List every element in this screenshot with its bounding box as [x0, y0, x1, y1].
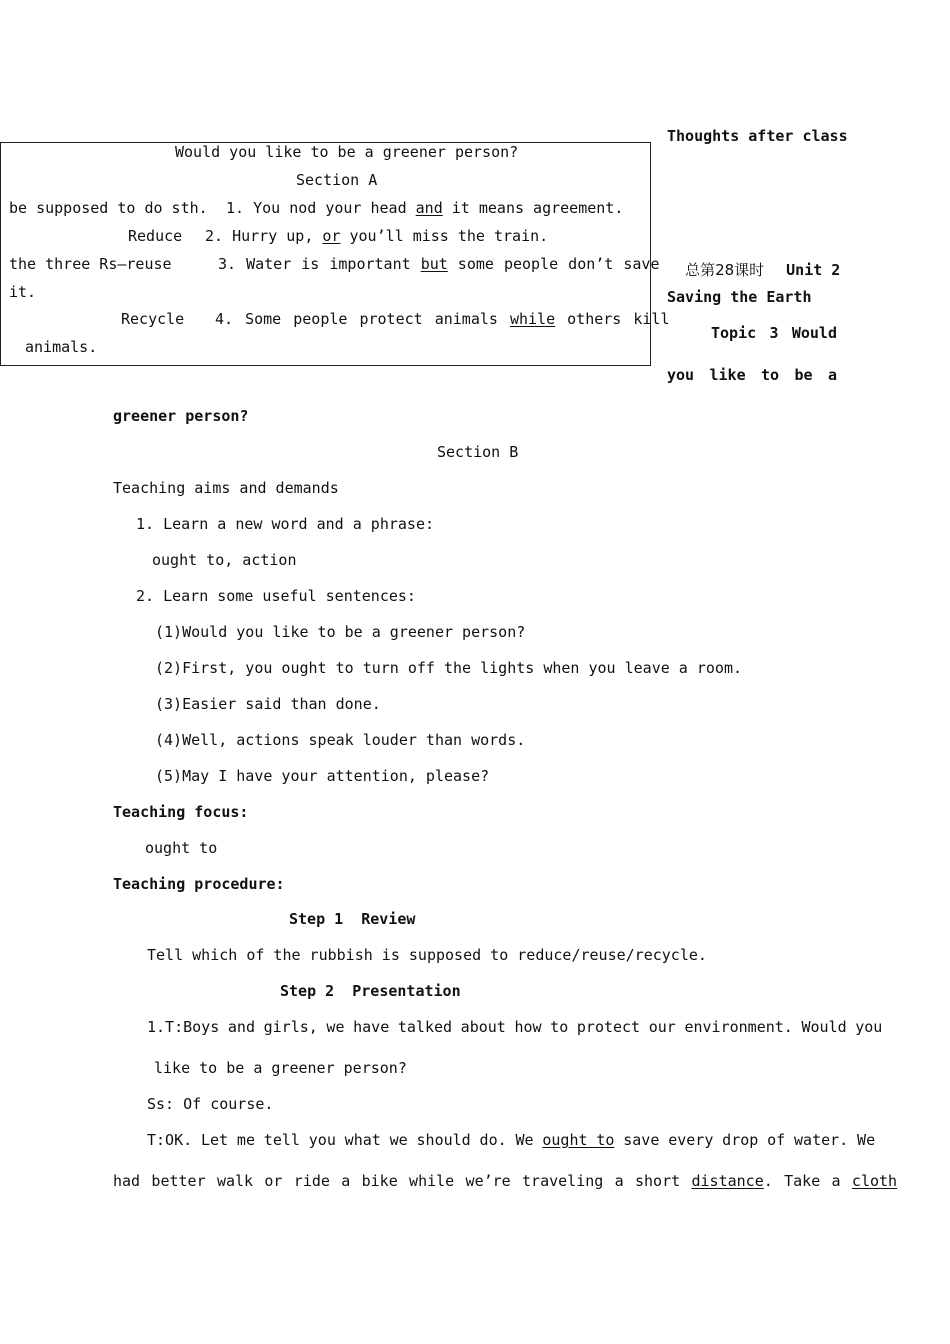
review-sentence [215, 312, 670, 327]
section-b-heading: Section B [437, 443, 519, 461]
step-1-heading: Step 1 Review [289, 910, 416, 928]
lesson-number [667, 248, 840, 278]
review-left-item: Recycle [121, 310, 185, 328]
line-text: . Take a [763, 1172, 852, 1190]
topic-line [711, 326, 837, 341]
topic-word: Topic [711, 324, 757, 342]
topic-continuation-line [667, 368, 837, 383]
review-box-title: Would you like to be a greener person? [175, 143, 519, 161]
review-sentence [205, 229, 548, 244]
topic-word: be [794, 366, 813, 384]
topic-word: Would [791, 324, 837, 342]
topic-word: like [709, 366, 746, 384]
focus-item: ought to [145, 839, 218, 857]
review-left-item: be supposed to do sth. [9, 199, 208, 217]
unit-title: Saving the Earth [667, 288, 812, 306]
aim-2-item: (4)Well, actions speak louder than words. [155, 731, 526, 749]
topic-title-end: greener person? [113, 407, 249, 425]
thoughts-after-class-label: Thoughts after class [667, 127, 848, 145]
sentence-text: you’ll miss the train. [340, 227, 549, 245]
step-1-text: Tell which of the rubbish is supposed to reduce/reuse/recycle. [147, 946, 707, 964]
sentence-conjunction: but [420, 255, 448, 273]
aim-1: 1. Learn a new word and a phrase: [136, 515, 435, 533]
sentence-text: it means agreement. [442, 199, 624, 217]
students-reply: Ss: Of course. [147, 1095, 274, 1113]
line-text: save every drop of water. We [614, 1131, 876, 1149]
sentence-conjunction: or [322, 227, 341, 245]
line-text: T:OK. Let me tell you what we should do. We [147, 1131, 543, 1149]
lesson-number-text: 总第28课时 [685, 261, 765, 279]
aim-2-item: (2)First, you ought to turn off the lights when you leave a room. [155, 659, 742, 677]
review-sentence-continuation: it. [9, 283, 37, 301]
focus-heading: Teaching focus: [113, 803, 249, 821]
topic-word: a [827, 366, 837, 384]
aim-2-item: (1)Would you like to be a greener person? [155, 623, 526, 641]
teacher-line [147, 1133, 875, 1148]
review-box-section: Section A [296, 171, 378, 189]
sentence-text: 3. Water is important [218, 255, 421, 273]
teacher-line [113, 1174, 897, 1189]
sentence-text: 2. Hurry up, [205, 227, 323, 245]
review-sentence [218, 257, 660, 272]
review-left-item: Reduce [128, 227, 183, 245]
step-2-heading: Step 2 Presentation [280, 982, 461, 1000]
topic-word: to [761, 366, 780, 384]
sentence-text: others kill [555, 310, 670, 328]
aim-1-items: ought to, action [152, 551, 297, 569]
topic-word: 3 [769, 324, 779, 342]
aim-2-item: (3)Easier said than done. [155, 695, 381, 713]
sentence-conjunction: and [415, 199, 443, 217]
procedure-heading: Teaching procedure: [113, 875, 285, 893]
underlined-word: distance [691, 1172, 764, 1190]
presentation-line: like to be a greener person? [154, 1059, 407, 1077]
review-sentence-continuation: animals. [25, 338, 98, 356]
aims-heading: Teaching aims and demands [113, 479, 339, 497]
underlined-phrase: ought to [542, 1131, 615, 1149]
aim-2-item: (5)May I have your attention, please? [155, 767, 490, 785]
aim-2: 2. Learn some useful sentences: [136, 587, 416, 605]
review-left-item: the three Rs—reuse [9, 255, 172, 273]
topic-word: you [667, 366, 695, 384]
line-text: had better walk or ride a bike while we’re traveling a short [113, 1172, 692, 1190]
review-sentence [226, 201, 623, 216]
sentence-text: 1. You nod your head [226, 199, 416, 217]
underlined-word: cloth [851, 1172, 898, 1190]
unit-label: Unit 2 [786, 261, 841, 279]
sentence-text: some people don’t save [447, 255, 660, 273]
sentence-conjunction: while [509, 310, 556, 328]
sentence-text: 4. Some people protect animals [215, 310, 510, 328]
presentation-line: 1.T:Boys and girls, we have talked about how to protect our environment. Would you [147, 1018, 883, 1036]
